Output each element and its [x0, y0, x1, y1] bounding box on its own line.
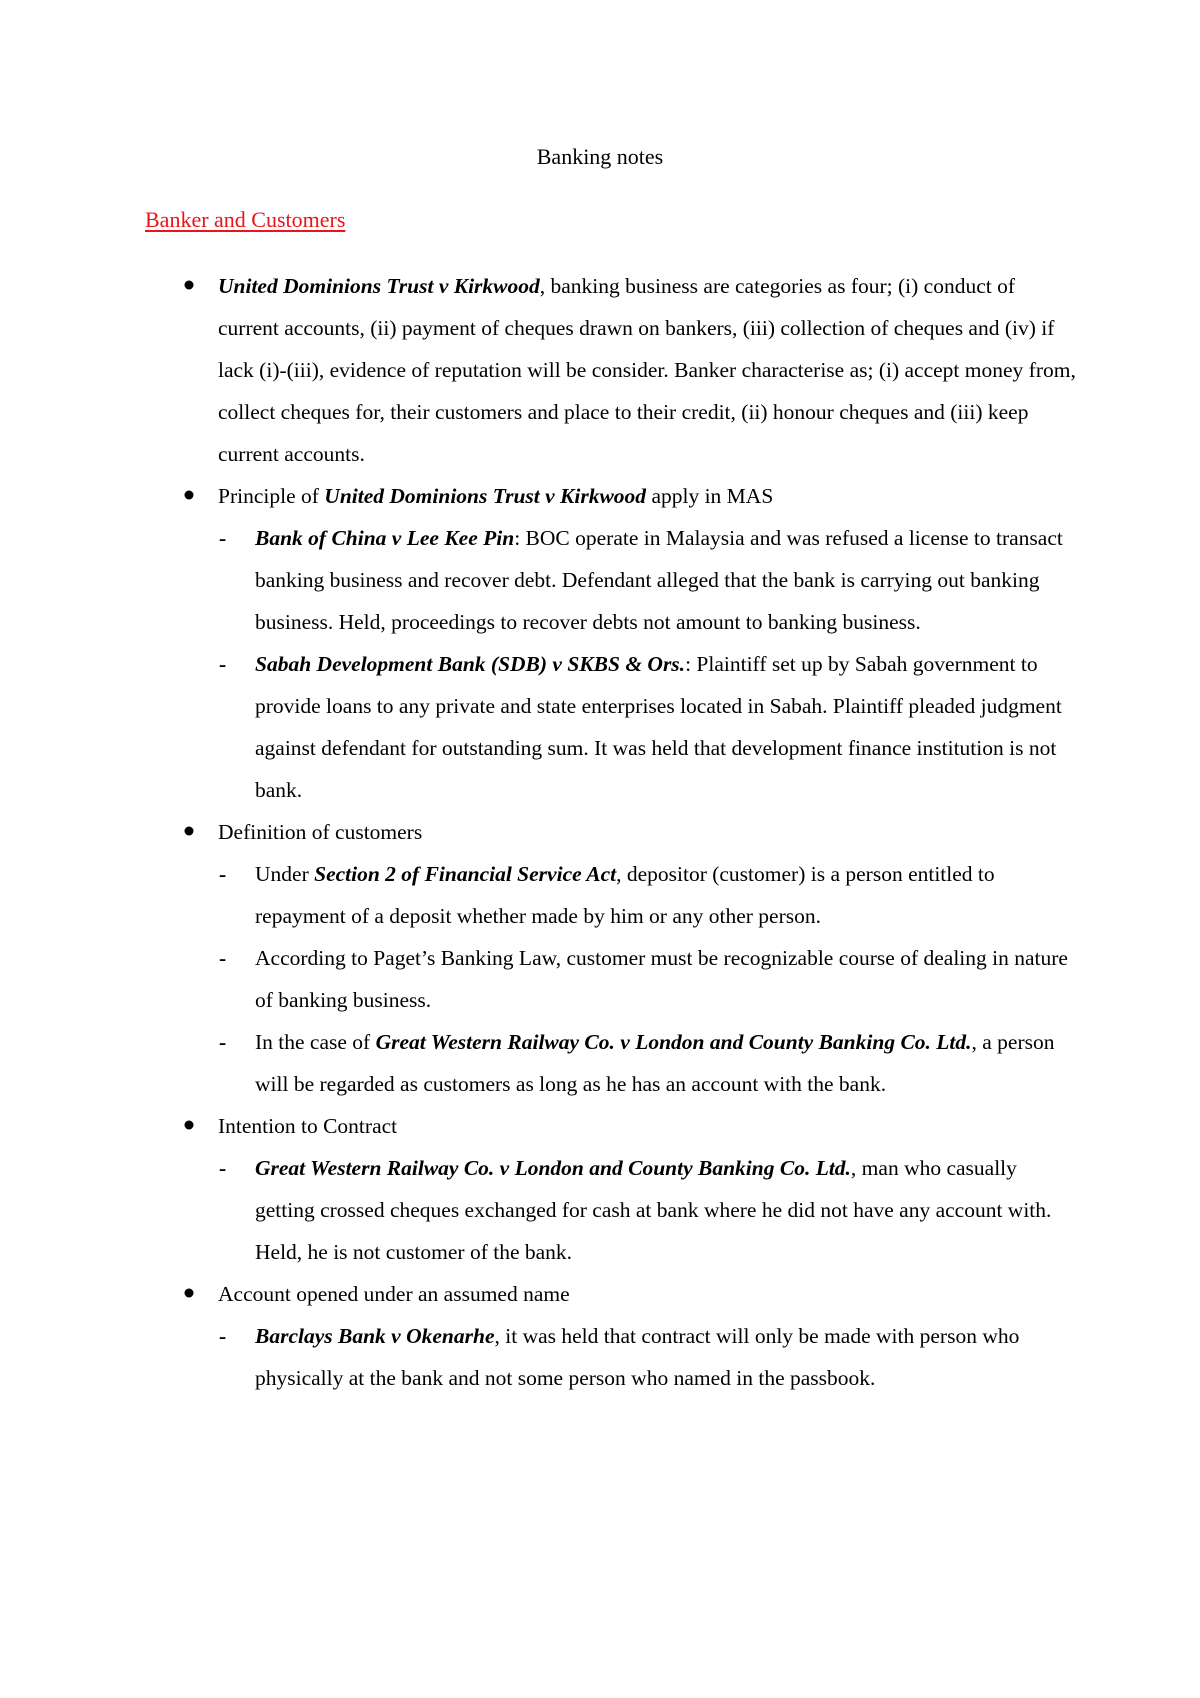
- sub-item-text: : Plaintiff set up by Sabah government to provide loans to any private and state enterprises located in Sabah. Plaintiff pleaded judgment against defendant for outstanding sum. It was held that development finance institution is not bank.: [255, 652, 1062, 802]
- bullet-icon: [184, 826, 194, 836]
- sub-item-text: Under: [255, 862, 315, 886]
- bullet-item: [0, 265, 1078, 475]
- notes-content: [0, 265, 1200, 1399]
- bullet-icon: [184, 1120, 194, 1130]
- bullet-text: Account opened under an assumed name: [218, 1282, 570, 1306]
- case-name: United Dominions Trust v Kirkwood: [324, 484, 647, 508]
- sub-item: [0, 643, 1078, 811]
- bullet-item: [0, 811, 1078, 853]
- bullet-icon: [184, 490, 194, 500]
- sub-item: [0, 937, 1078, 1021]
- dash-icon: -: [219, 1030, 227, 1054]
- sub-item: [0, 517, 1078, 643]
- case-name: Great Western Railway Co. v London and County Banking Co. Ltd.: [255, 1156, 851, 1180]
- bullet-icon: [184, 1288, 194, 1298]
- case-name: Sabah Development Bank (SDB) v SKBS & Ors.: [255, 652, 686, 676]
- case-name: Great Western Railway Co. v London and County Banking Co. Ltd.: [375, 1030, 972, 1054]
- sub-item: [0, 853, 1078, 937]
- bullet-text: , banking business are categories as four; (i) conduct of current accounts, (ii) payment of cheques drawn on bankers, (iii) collection of cheques and (iv) if lack (i)-(iii), evidence of reputation will be consider. Banker characterise as; (i) accept money from, collect cheques for, their customers and place to their credit, (ii) honour cheques and (iii) keep current accounts.: [218, 274, 1076, 466]
- sub-item-text: , a person will be regarded as customers as long as he has an account with the bank.: [255, 1030, 1055, 1096]
- case-name: Section 2 of Financial Service Act: [314, 862, 617, 886]
- sub-item-text: According to Paget’s Banking Law, customer must be recognizable course of dealing in nature of banking business.: [255, 946, 1068, 1012]
- sub-item: [0, 1315, 1078, 1399]
- bullet-icon: [184, 280, 194, 290]
- bullet-text: Principle of: [218, 484, 325, 508]
- bullet-item: [0, 1273, 1078, 1315]
- bullet-text: apply in MAS: [646, 484, 774, 508]
- section-heading: Banker and Customers: [145, 207, 346, 232]
- bullet-text: Definition of customers: [218, 820, 423, 844]
- bullet-item: [0, 475, 1078, 517]
- dash-icon: -: [219, 1324, 227, 1348]
- sub-item-text: : BOC operate in Malaysia and was refused a license to transact banking business and recover debt. Defendant alleged that the bank is carrying out banking business. Held, proceedings to recover debts not amount to banking business.: [255, 526, 1063, 634]
- dash-icon: -: [219, 862, 227, 886]
- sub-item-text: , it was held that contract will only be made with person who physically at the bank and not some person who named in the passbook.: [255, 1324, 1020, 1390]
- sub-item-text: , depositor (customer) is a person entitled to repayment of a deposit whether made by him or any other person.: [255, 862, 995, 928]
- dash-icon: -: [219, 526, 227, 550]
- sub-item-text: In the case of: [255, 1030, 376, 1054]
- sub-item: [0, 1147, 1078, 1273]
- case-name: United Dominions Trust v Kirkwood: [218, 274, 540, 298]
- sub-item-text: , man who casually getting crossed cheques exchanged for cash at bank where he did not have any account with. Held, he is not customer of the bank.: [255, 1156, 1052, 1264]
- dash-icon: -: [219, 1156, 227, 1180]
- bullet-item: [0, 1105, 1078, 1147]
- case-name: Bank of China v Lee Kee Pin: [255, 526, 515, 550]
- page-title: Banking notes: [536, 144, 664, 169]
- dash-icon: -: [219, 652, 227, 676]
- dash-icon: -: [219, 946, 227, 970]
- case-name: Barclays Bank v Okenarhe: [255, 1324, 495, 1348]
- bullet-text: Intention to Contract: [218, 1114, 398, 1138]
- sub-item: [0, 1021, 1078, 1105]
